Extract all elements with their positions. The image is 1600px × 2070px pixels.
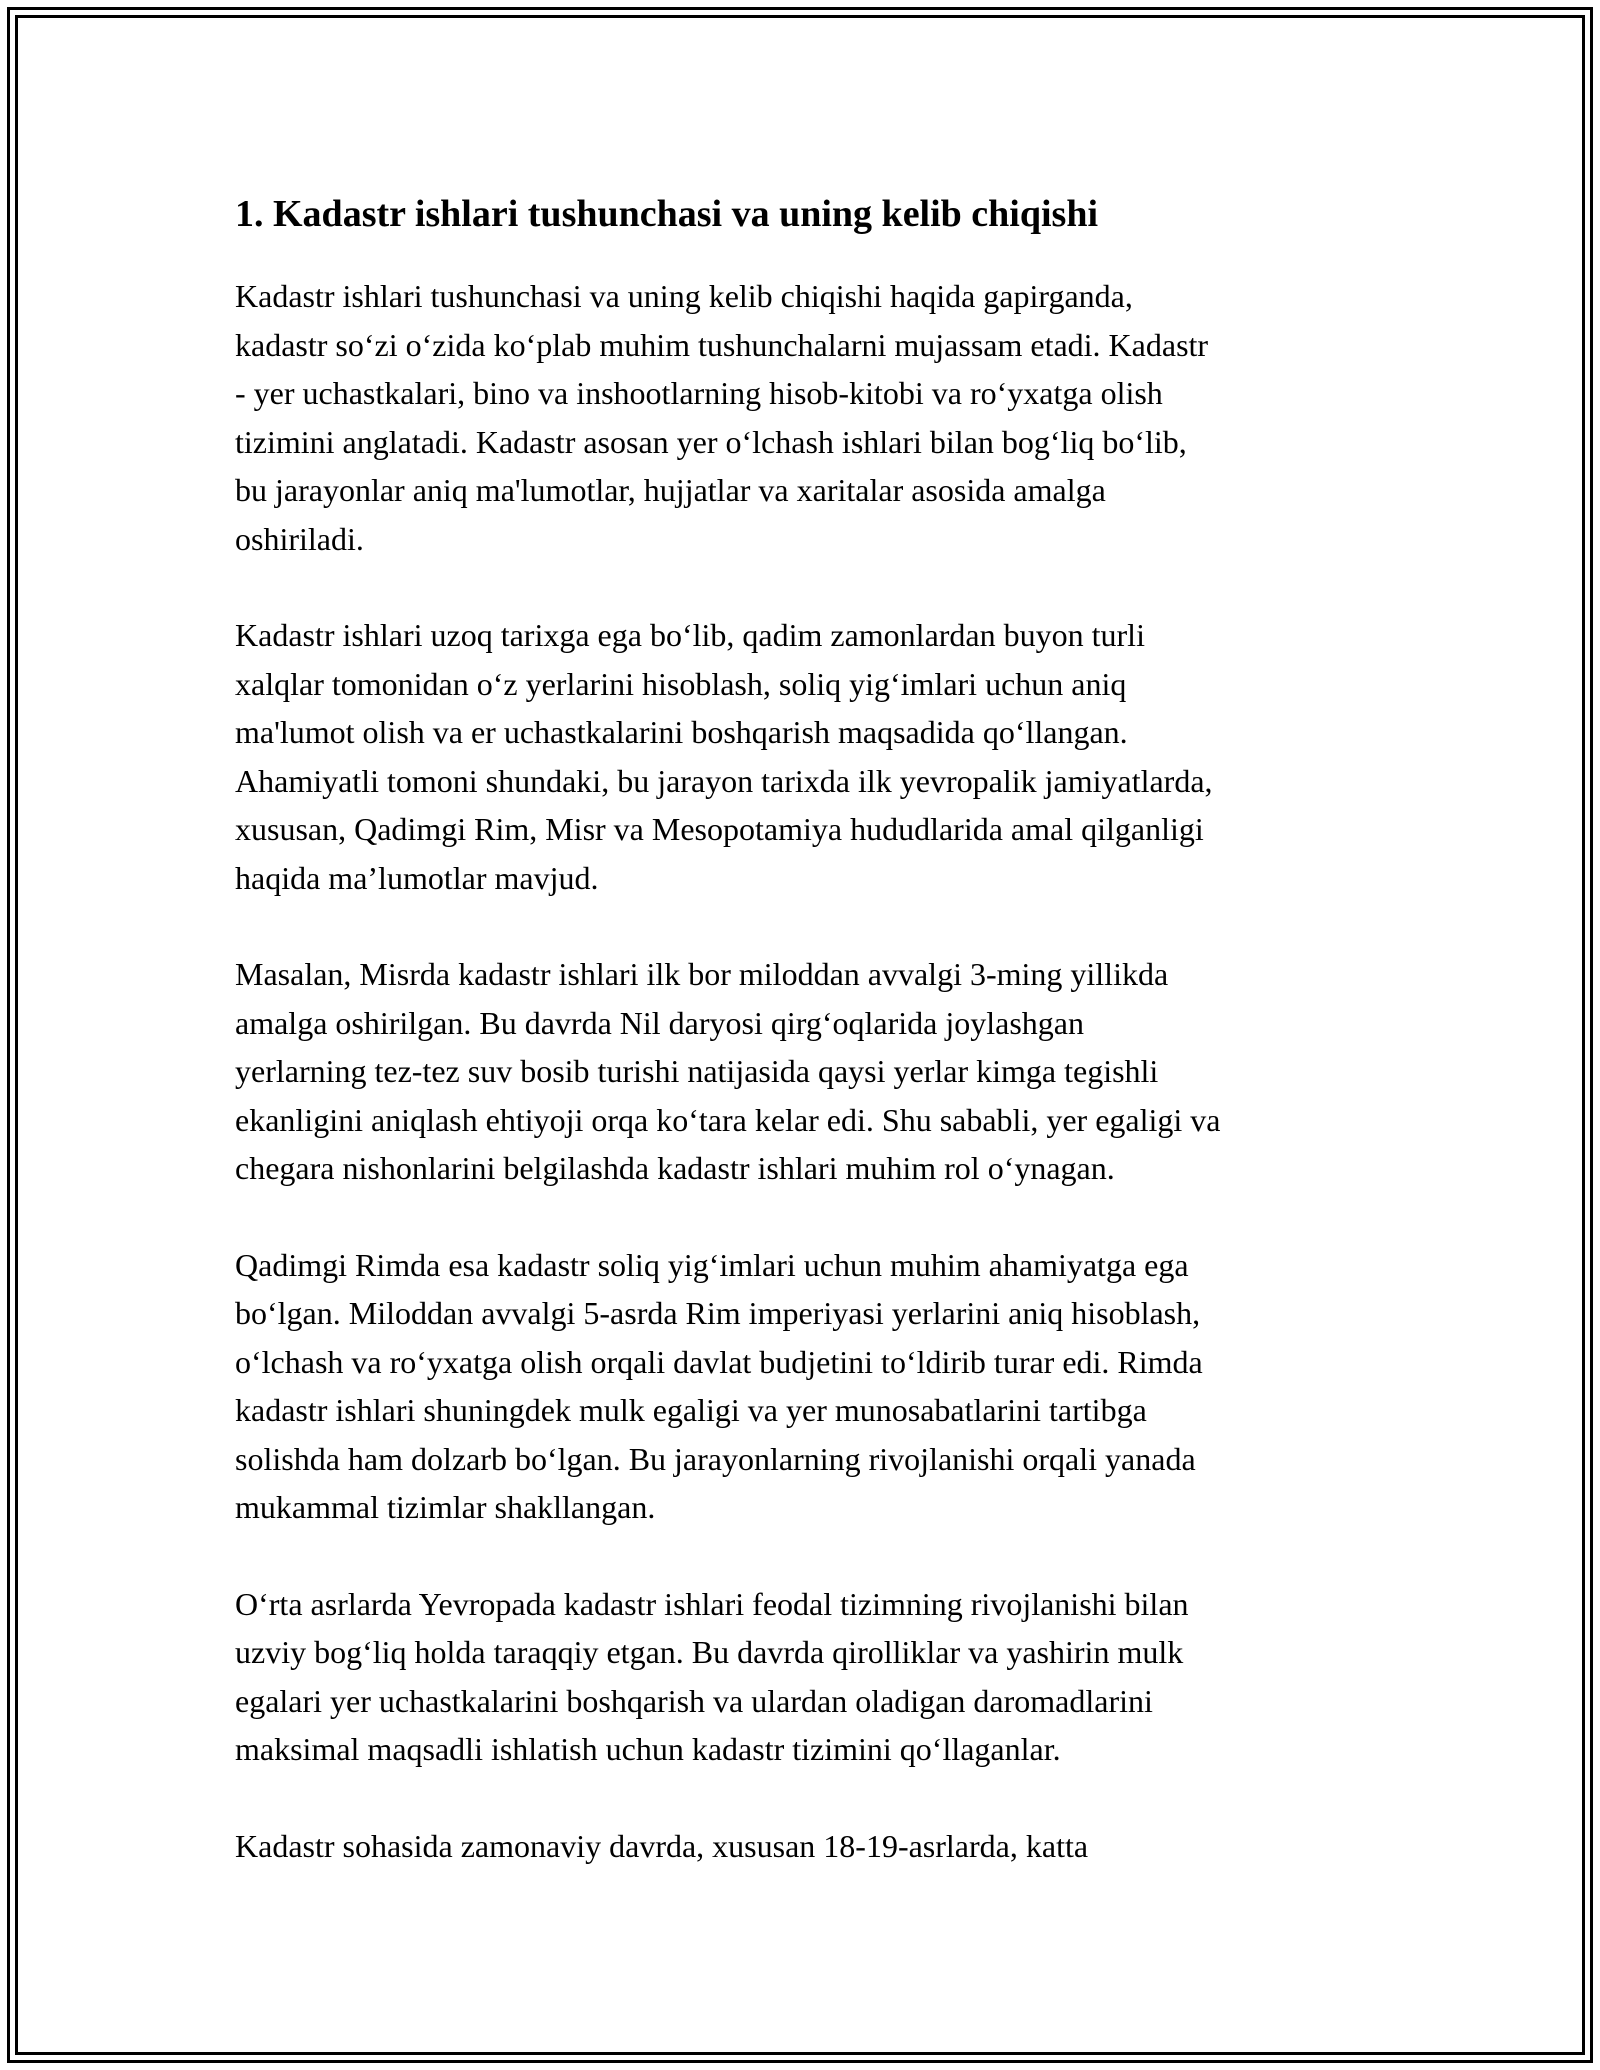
text-line: xalqlar tomonidan o‘z yerlarini hisoblash, soliq yig‘imlari uchun aniq	[235, 665, 1127, 702]
text-line: ma'lumot olish va er uchastkalarini boshqarish maqsadida qo‘llangan.	[235, 714, 1128, 750]
text-line: tizimini anglatadi. Kadastr asosan yer o‘lchash ishlari bilan bog‘liq bo‘lib,	[235, 423, 1187, 460]
text-line: Ahamiyatli tomoni shundaki, bu jarayon tarixda ilk yevropalik jamiyatlarda,	[235, 762, 1213, 799]
document-body	[235, 186, 1375, 1918]
text-line: kadastr so‘zi o‘zida ko‘plab muhim tushunchalarni mujassam etadi. Kadastr	[235, 326, 1209, 363]
text-line: o‘lchash va ro‘yxatga olish orqali davlat budjetini to‘ldirib turar edi. Rimda	[235, 1343, 1203, 1380]
text-line: - yer uchastkalari, bino va inshootlarning hisob-kitobi va ro‘yxatga olish	[235, 375, 1163, 411]
text-line: xususan, Qadimgi Rim, Misr va Mesopotamiya hududlarida amal qilganligi	[235, 811, 1204, 847]
text-line: bo‘lgan. Miloddan avvalgi 5-asrda Rim imperiyasi yerlarini aniq hisoblash,	[235, 1295, 1201, 1331]
paragraph-modern-era	[235, 1822, 1375, 1871]
section-heading: 1. Kadastr ishlari tushunchasi va uning kelib chiqishi	[235, 193, 1099, 235]
text-line: Masalan, Misrda kadastr ishlari ilk bor miloddan avvalgi 3-ming yillikda	[235, 956, 1169, 992]
text-line: kadastr ishlari shuningdek mulk egaligi va yer munosabatlarini tartibga	[235, 1392, 1147, 1428]
text-line: O‘rta asrlarda Yevropada kadastr ishlari feodal tizimning rivojlanishi bilan	[235, 1585, 1189, 1622]
text-line: mukammal tizimlar shakllangan.	[235, 1489, 656, 1525]
text-line: Kadastr ishlari tushunchasi va uning kelib chiqishi haqida gapirganda,	[235, 278, 1133, 314]
text-line: Kadastr ishlari uzoq tarixga ega bo‘lib, qadim zamonlardan buyon turli	[235, 617, 1145, 653]
text-line: oshiriladi.	[235, 520, 364, 557]
paragraph-middle-ages	[235, 1580, 1375, 1774]
text-line: ekanligini aniqlash ehtiyoji orqa ko‘tara kelar edi. Shu sababli, yer egaligi va	[235, 1101, 1221, 1138]
text-line: uzviy bog‘liq holda taraqqiy etgan. Bu davrda qirolliklar va yashirin mulk	[235, 1634, 1184, 1670]
text-line: amalga oshirilgan. Bu davrda Nil daryosi qirg‘oqlarida joylashgan	[235, 1004, 1084, 1041]
text-line: haqida ma’lumotlar mavjud.	[235, 859, 599, 896]
paragraph-kadastr-history	[235, 611, 1375, 902]
text-line: solishda ham dolzarb bo‘lgan. Bu jarayonlarning rivojlanishi orqali yanada	[235, 1440, 1196, 1477]
paragraph-rome	[235, 1241, 1375, 1532]
text-line: maksimal maqsadli ishlatish uchun kadastr tizimini qo‘llaganlar.	[235, 1731, 1061, 1767]
text-line: yerlarning tez-tez suv bosib turishi natijasida qaysi yerlar kimga tegishli	[235, 1053, 1159, 1089]
text-line: chegara nishonlarini belgilashda kadastr ishlari muhim rol o‘ynagan.	[235, 1150, 1115, 1186]
text-line: bu jarayonlar aniq ma'lumotlar, hujjatlar va xaritalar asosida amalga	[235, 472, 1106, 508]
paragraph-egypt	[235, 950, 1375, 1193]
text-line: Qadimgi Rimda esa kadastr soliq yig‘imlari uchun muhim ahamiyatga ega	[235, 1246, 1189, 1283]
paragraph-kadastr-definition	[235, 272, 1375, 563]
text-line: egalari yer uchastkalarini boshqarish va ulardan oladigan daromadlarini	[235, 1682, 1153, 1719]
text-line: Kadastr sohasida zamonaviy davrda, xususan 18-19-asrlarda, katta	[235, 1827, 1089, 1864]
